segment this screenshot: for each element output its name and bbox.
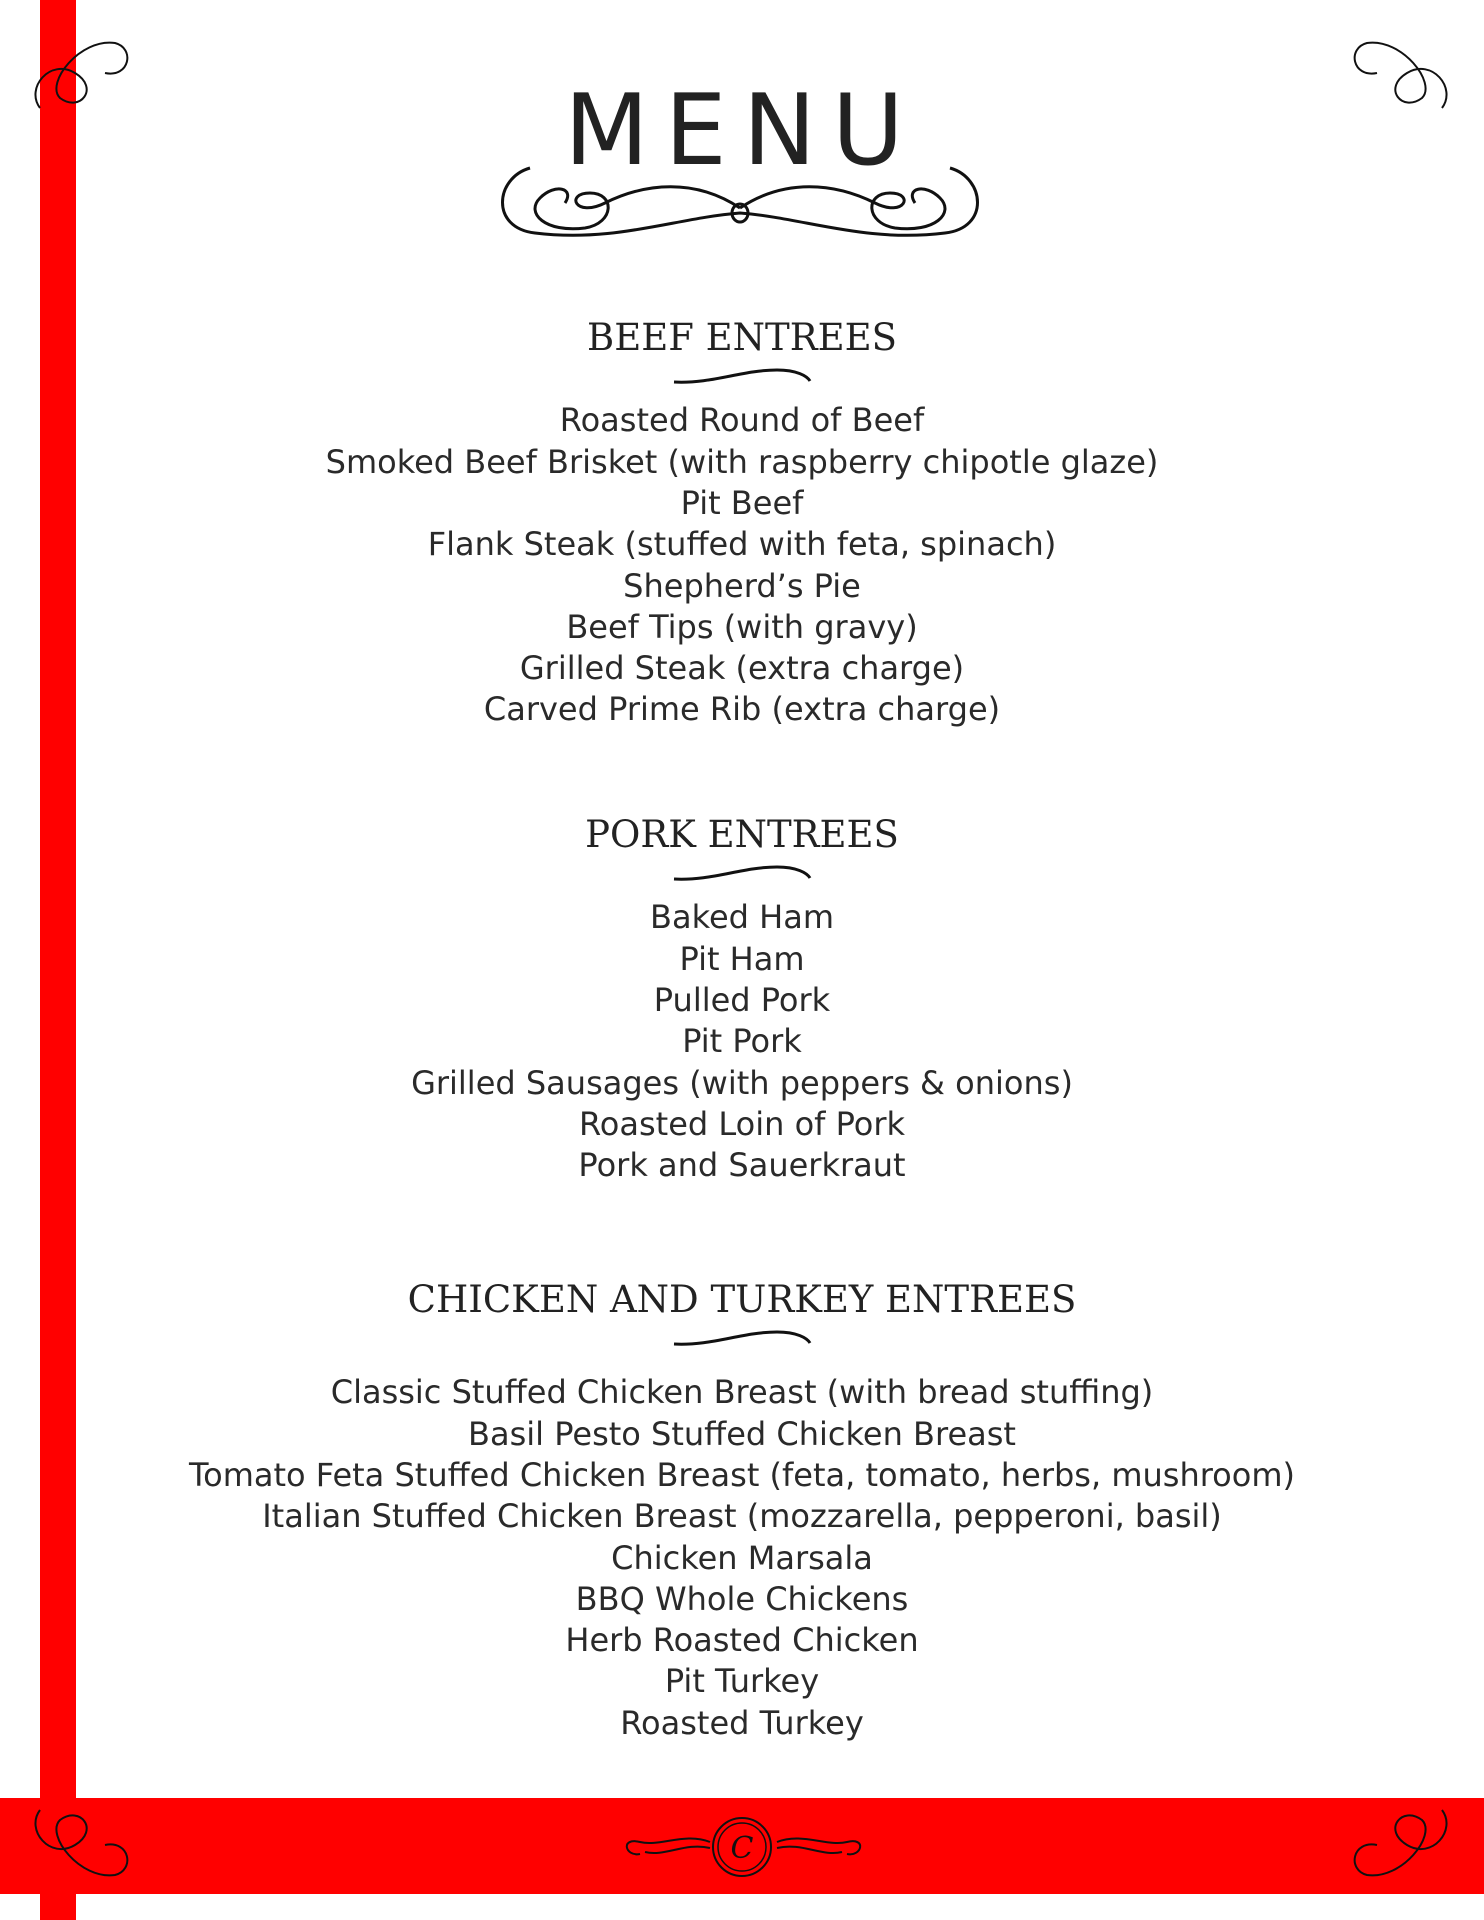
pork-section	[0, 813, 1484, 1186]
footer-monogram-seal	[710, 1815, 774, 1879]
footer-left-swirl	[615, 1812, 715, 1872]
footer-monogram-letter: C	[730, 1831, 754, 1866]
beef-section-heading: BEEF ENTREES	[587, 316, 897, 359]
beef-heading-swash	[672, 366, 812, 386]
list-item: Beef Tips (with gravy)	[566, 607, 918, 646]
list-item: Pork and Sauerkraut	[578, 1146, 906, 1185]
bottom-right-flourish	[1352, 1800, 1462, 1890]
chicken-turkey-section	[0, 1278, 1484, 1744]
footer-right-swirl	[772, 1812, 872, 1872]
list-item: Pit Turkey	[664, 1662, 820, 1701]
title-scroll-ornament	[495, 158, 985, 254]
list-item: Baked Ham	[650, 898, 834, 937]
list-item: Grilled Sausages (with peppers & onions)	[411, 1063, 1073, 1102]
list-item: BBQ Whole Chickens	[575, 1579, 909, 1618]
list-item: Pit Ham	[679, 939, 805, 978]
chicken-turkey-section-heading: CHICKEN AND TURKEY ENTREES	[407, 1278, 1077, 1321]
list-item: Classic Stuffed Chicken Breast (with bread stuffing)	[330, 1373, 1154, 1412]
list-item: Pit Beef	[680, 483, 804, 522]
list-item: Carved Prime Rib (extra charge)	[483, 690, 1001, 729]
chicken-turkey-items-list	[0, 1372, 1484, 1744]
list-item: Tomato Feta Stuffed Chicken Breast (feta, tomato, herbs, mushroom)	[189, 1455, 1295, 1494]
beef-section	[0, 316, 1484, 731]
pork-items-list	[0, 897, 1484, 1186]
list-item: Roasted Turkey	[620, 1703, 864, 1742]
list-item: Chicken Marsala	[611, 1538, 873, 1577]
list-item: Roasted Loin of Pork	[579, 1104, 905, 1143]
list-item: Flank Steak (stuffed with feta, spinach)	[427, 525, 1057, 564]
list-item: Pulled Pork	[653, 980, 831, 1019]
chicken-heading-swash	[672, 1328, 812, 1348]
list-item: Grilled Steak (extra charge)	[519, 649, 965, 688]
pork-heading-swash	[672, 863, 812, 883]
list-item: Basil Pesto Stuffed Chicken Breast	[468, 1414, 1016, 1453]
list-item: Pit Pork	[682, 1022, 802, 1061]
list-item: Italian Stuffed Chicken Breast (mozzarella, pepperoni, basil)	[262, 1497, 1222, 1536]
list-item: Roasted Round of Beef	[559, 401, 925, 440]
pork-section-heading: PORK ENTREES	[585, 813, 899, 856]
list-item: Smoked Beef Brisket (with raspberry chipotle glaze)	[325, 442, 1159, 481]
list-item: Herb Roasted Chicken	[565, 1621, 919, 1660]
beef-items-list	[0, 400, 1484, 730]
list-item: Shepherd’s Pie	[623, 566, 861, 605]
page-title: MENU	[564, 74, 920, 188]
bottom-left-flourish	[20, 1800, 130, 1890]
